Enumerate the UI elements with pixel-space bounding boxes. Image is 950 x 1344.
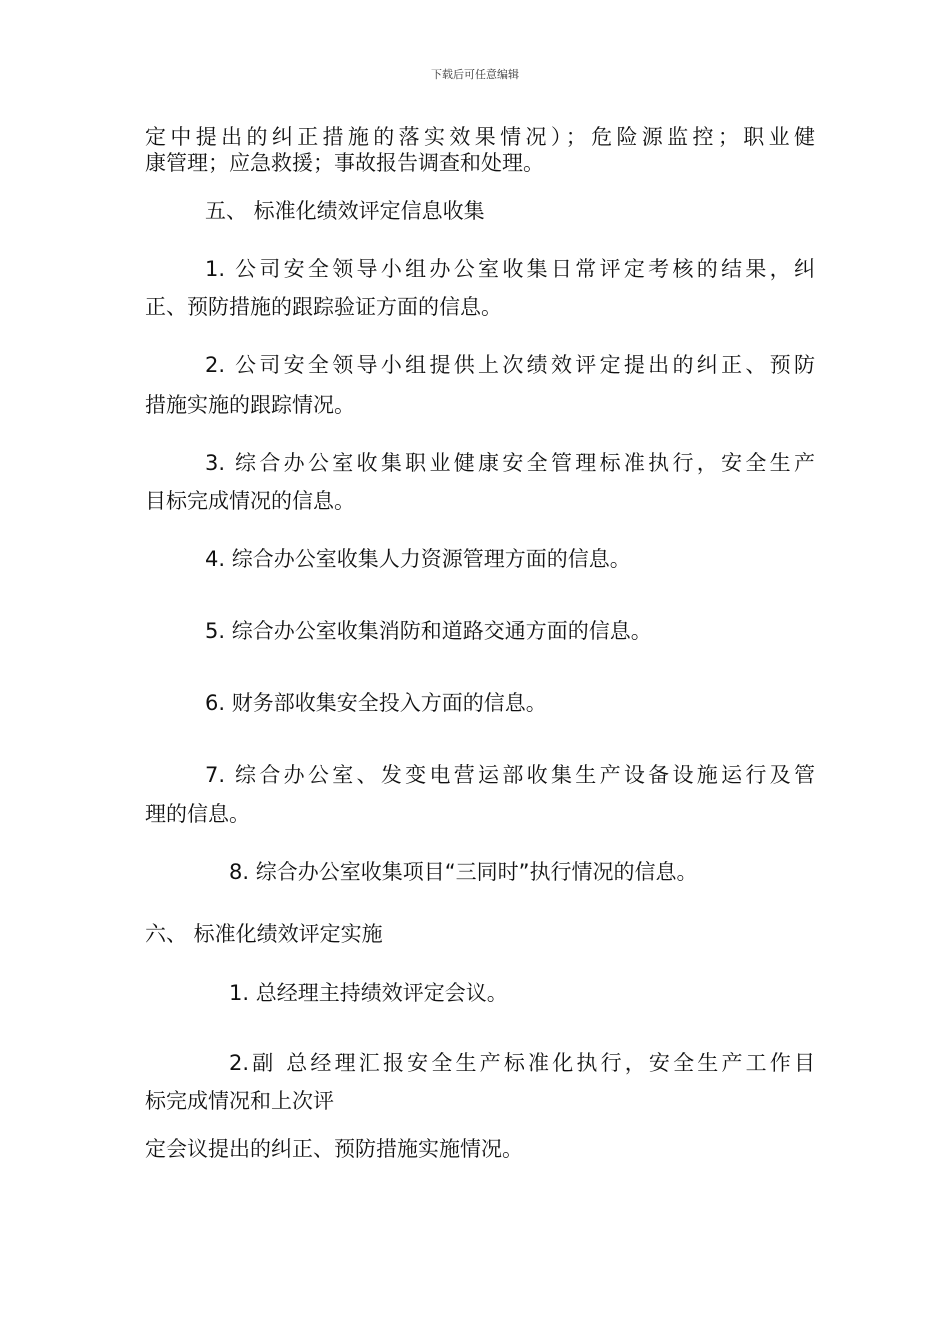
list-item-line: 5. 综合办公室收集消防和道路交通方面的信息。 <box>205 619 652 643</box>
list-item-line: 标完成情况和上次评 <box>145 1089 334 1113</box>
paragraph-line: 定中提出的纠正措施的落实效果情况）；危险源监控；职业健 <box>145 125 815 149</box>
list-item-line: 目标完成情况的信息。 <box>145 489 355 513</box>
list-item-line: 7. 综合办公室、发变电营运部收集生产设备设施运行及管 <box>205 763 815 787</box>
list-item-line: 2.副 总经理汇报安全生产标准化执行，安全生产工作目 <box>229 1051 815 1075</box>
page-header: 下载后可任意编辑 <box>431 68 519 81</box>
list-item-line: 定会议提出的纠正、预防措施实施情况。 <box>145 1137 523 1161</box>
list-item-line: 正、预防措施的跟踪验证方面的信息。 <box>145 295 502 319</box>
list-item-line: 1. 总经理主持绩效评定会议。 <box>229 981 508 1005</box>
list-item-line: 1. 公司安全领导小组办公室收集日常评定考核的结果，纠 <box>205 257 815 281</box>
list-item-line: 理的信息。 <box>145 802 250 826</box>
list-item-line: 4. 综合办公室收集人力资源管理方面的信息。 <box>205 547 631 571</box>
list-item-line: 措施实施的跟踪情况。 <box>145 393 355 417</box>
list-item-line: 6. 财务部收集安全投入方面的信息。 <box>205 691 547 715</box>
paragraph-line: 康管理；应急救援；事故报告调查和处理。 <box>145 151 544 175</box>
list-item-line: 8. 综合办公室收集项目“三同时”执行情况的信息。 <box>229 860 698 884</box>
list-item-line: 2. 公司安全领导小组提供上次绩效评定提出的纠正、预防 <box>205 353 815 377</box>
list-item-line: 3. 综合办公室收集职业健康安全管理标准执行，安全生产 <box>205 451 815 475</box>
section-heading-5: 五、 标准化绩效评定信息收集 <box>205 199 485 223</box>
section-heading-6: 六、 标准化绩效评定实施 <box>145 922 383 946</box>
